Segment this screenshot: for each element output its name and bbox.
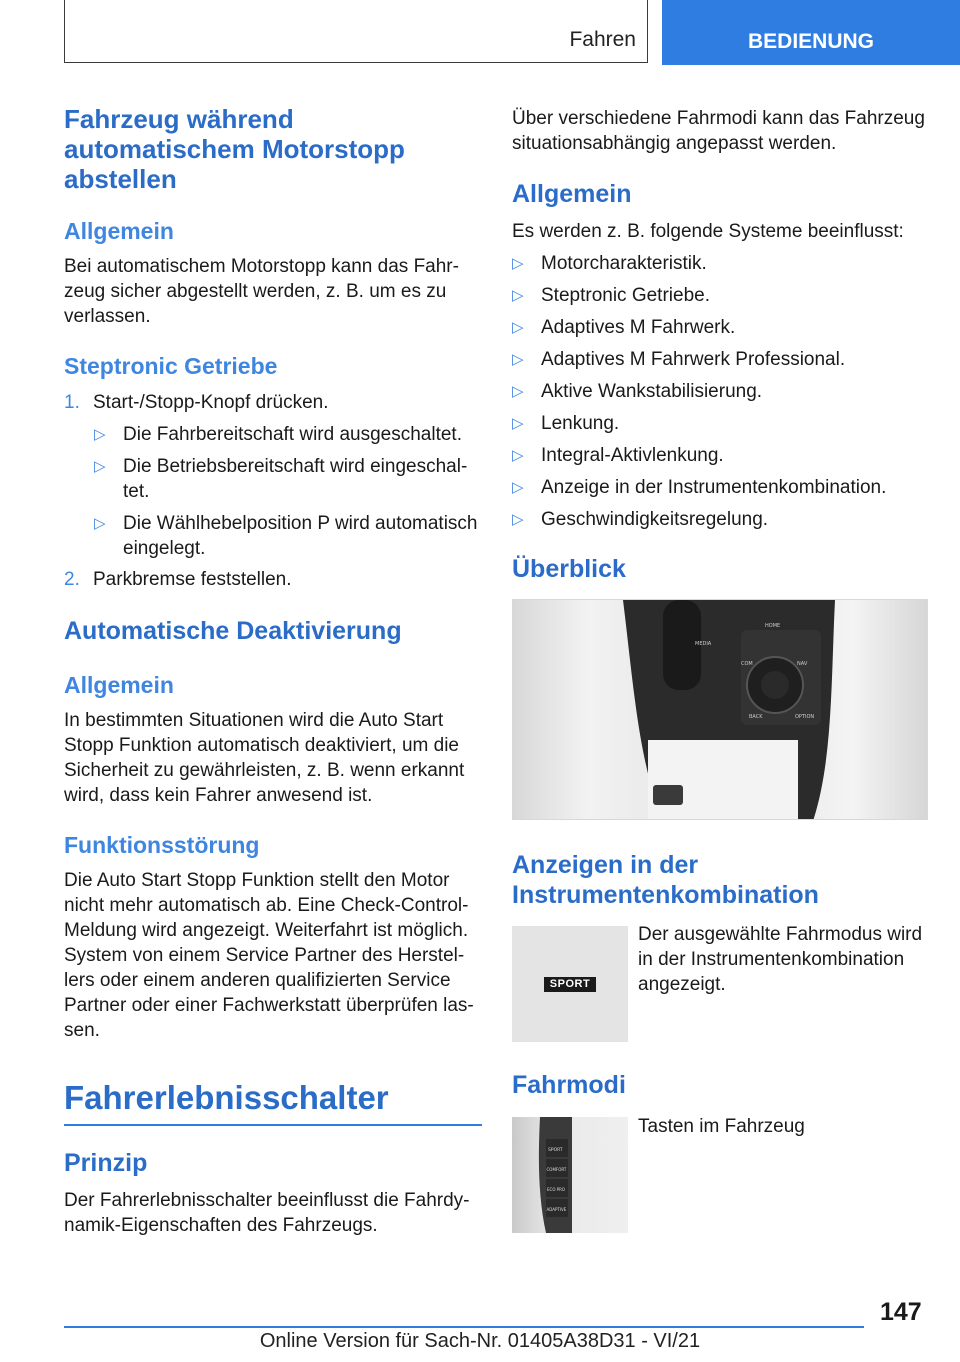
triangle-bullet-icon: ▷	[94, 426, 106, 443]
heading-deaktivierung: Automatische Deaktivierung	[64, 617, 402, 645]
list-item-text: Lenkung.	[541, 413, 620, 434]
console-label: MEDIA	[695, 641, 712, 647]
triangle-bullet-icon: ▷	[512, 351, 524, 368]
sport-mode-text: SPORT	[549, 978, 591, 990]
substep-item	[94, 422, 511, 447]
console-label: OPTION	[795, 714, 815, 720]
heading-funktionsstoerung: Funktionsstörung	[64, 832, 260, 858]
triangle-bullet-icon: ▷	[94, 458, 106, 475]
list-item	[512, 315, 928, 347]
heading-anzeigen: Anzeigen in der Instrumentenkombination	[512, 851, 819, 909]
heading-prinzip: Prinzip	[64, 1149, 148, 1177]
mode-button-label: COMFORT	[546, 1167, 567, 1172]
paragraph-anzeigen: Der ausgewählte Fahrmodus wird in der Instrumentenkombination angezeigt.	[638, 924, 923, 995]
paragraph-intro: Über verschiedene Fahrmodi kann das Fahrzeug situationsabhängig angepasst werden.	[512, 108, 925, 154]
list-item	[512, 251, 928, 283]
header-frame	[64, 0, 648, 63]
list-item	[512, 507, 928, 539]
console-label: BACK	[749, 714, 763, 720]
substep-text: Die Fahrbereitschaft wird ausgeschaltet.	[123, 424, 462, 445]
console-illustration	[513, 600, 928, 820]
substep-item	[94, 454, 483, 504]
list-item	[512, 379, 928, 411]
triangle-bullet-icon: ▷	[512, 447, 524, 464]
heading-allgemein-2: Allgemein	[64, 672, 174, 698]
heading-steptronic: Steptronic Getriebe	[64, 353, 278, 379]
paragraph-fahrmodi: Tasten im Fahrzeug	[638, 1116, 805, 1137]
triangle-bullet-icon: ▷	[512, 383, 524, 400]
paragraph-allgemein-2: In bestimmten Situationen wird die Auto Start Stopp Funktion automatisch deaktiviert, um die Sicherheit zu gewährleisten, z. B. wenn erkannt wird, dass kein Fahrer anwesend ist.	[64, 710, 465, 806]
mode-button-label: SPORT	[548, 1148, 563, 1153]
step-item-2	[64, 567, 511, 592]
heading-ueberblick: Überblick	[512, 555, 626, 583]
paragraph-allgemein-1: Bei automatischem Motorstopp kann das Fahr-zeug sicher abgestellt werden, z. B. um es zu verlassen.	[64, 256, 459, 327]
list-item-text: Anzeige in der Instrumentenkombination.	[541, 477, 887, 498]
triangle-bullet-icon: ▷	[512, 415, 524, 432]
console-label: COM	[741, 661, 753, 667]
step-number: 2.	[64, 569, 80, 590]
list-item-text: Aktive Wankstabilisierung.	[541, 381, 763, 402]
mode-buttons-image	[512, 1117, 628, 1233]
list-item-text: Adaptives M Fahrwerk Professional.	[541, 349, 846, 370]
heading-allgemein-right: Allgemein	[512, 180, 632, 208]
section-rule	[64, 1124, 482, 1126]
triangle-bullet-icon: ▷	[512, 319, 524, 336]
console-label: HOME	[765, 623, 781, 629]
list-item	[512, 475, 928, 507]
triangle-bullet-icon: ▷	[512, 479, 524, 496]
list-item-text: Motorcharakteristik.	[541, 253, 707, 274]
header-tab-bedienung	[662, 0, 960, 65]
substep-text: Die Betriebsbereitschaft wird eingeschal-tet.	[123, 456, 468, 502]
console-label: NAV	[797, 661, 808, 667]
list-item	[512, 411, 928, 443]
footer-rule	[64, 1326, 864, 1328]
heading-motorstopp: Fahrzeug während automatischem Motorstopp abstellen	[64, 104, 405, 194]
list-item-text: Steptronic Getriebe.	[541, 285, 710, 306]
heading-fahrmodi: Fahrmodi	[512, 1071, 626, 1099]
footer-version-text: Online Version für Sach-Nr. 01405A38D31 - VI/21	[259, 1330, 701, 1352]
substep-text: Die Wählhebelposition P wird automatisch eingelegt.	[123, 513, 478, 559]
triangle-bullet-icon: ▷	[512, 255, 524, 272]
step-item-1	[64, 390, 511, 415]
list-item	[512, 443, 928, 475]
heading-allgemein-1: Allgemein	[64, 218, 174, 244]
mode-buttons-illustration	[512, 1117, 628, 1233]
list-item-text: Integral-Aktivlenkung.	[541, 445, 724, 466]
center-console-photo	[512, 599, 928, 820]
triangle-bullet-icon: ▷	[512, 287, 524, 304]
list-item-text: Adaptives M Fahrwerk.	[541, 317, 736, 338]
step-number: 1.	[64, 392, 80, 413]
paragraph-prinzip: Der Fahrerlebnisschalter beeinflusst die Fahrdy-namik-Eigenschaften des Fahrzeugs.	[64, 1190, 470, 1236]
page-number: 147	[880, 1298, 922, 1326]
step-text: Parkbremse feststellen.	[93, 569, 292, 590]
list-item	[512, 283, 928, 315]
header-section-title: Fahren	[569, 28, 636, 51]
list-item-text: Geschwindigkeitsregelung.	[541, 509, 769, 530]
substep-item	[94, 511, 511, 561]
header-tab-label: BEDIENUNG	[747, 30, 874, 53]
mode-button-label: ECO PRO	[547, 1187, 566, 1192]
mode-button-label: ADAPTIVE	[546, 1207, 567, 1212]
systems-list	[512, 251, 928, 539]
list-item	[512, 347, 928, 379]
triangle-bullet-icon: ▷	[512, 511, 524, 528]
paragraph-funktionsstoerung: Die Auto Start Stopp Funktion stellt den Motor nicht mehr automatisch ab. Eine Check-Control-Meldung wird angezeigt. Weiterfahrt ist möglich. System von einem Service Partner des Herstel-lers oder einem anderen qualifizierten Service Partner oder einer Fachwerkstatt überprüfen las-sen.	[64, 870, 474, 1041]
triangle-bullet-icon: ▷	[94, 515, 106, 532]
instrument-cluster-sport-image	[512, 926, 628, 1042]
sport-mode-badge	[544, 977, 596, 992]
step-text: Start-/Stopp-Knopf drücken.	[93, 392, 329, 413]
paragraph-allgemein-right: Es werden z. B. folgende Systeme beeinflusst:	[512, 221, 904, 242]
heading-fahrerlebnisschalter: Fahrerlebnisschalter	[64, 1079, 389, 1116]
